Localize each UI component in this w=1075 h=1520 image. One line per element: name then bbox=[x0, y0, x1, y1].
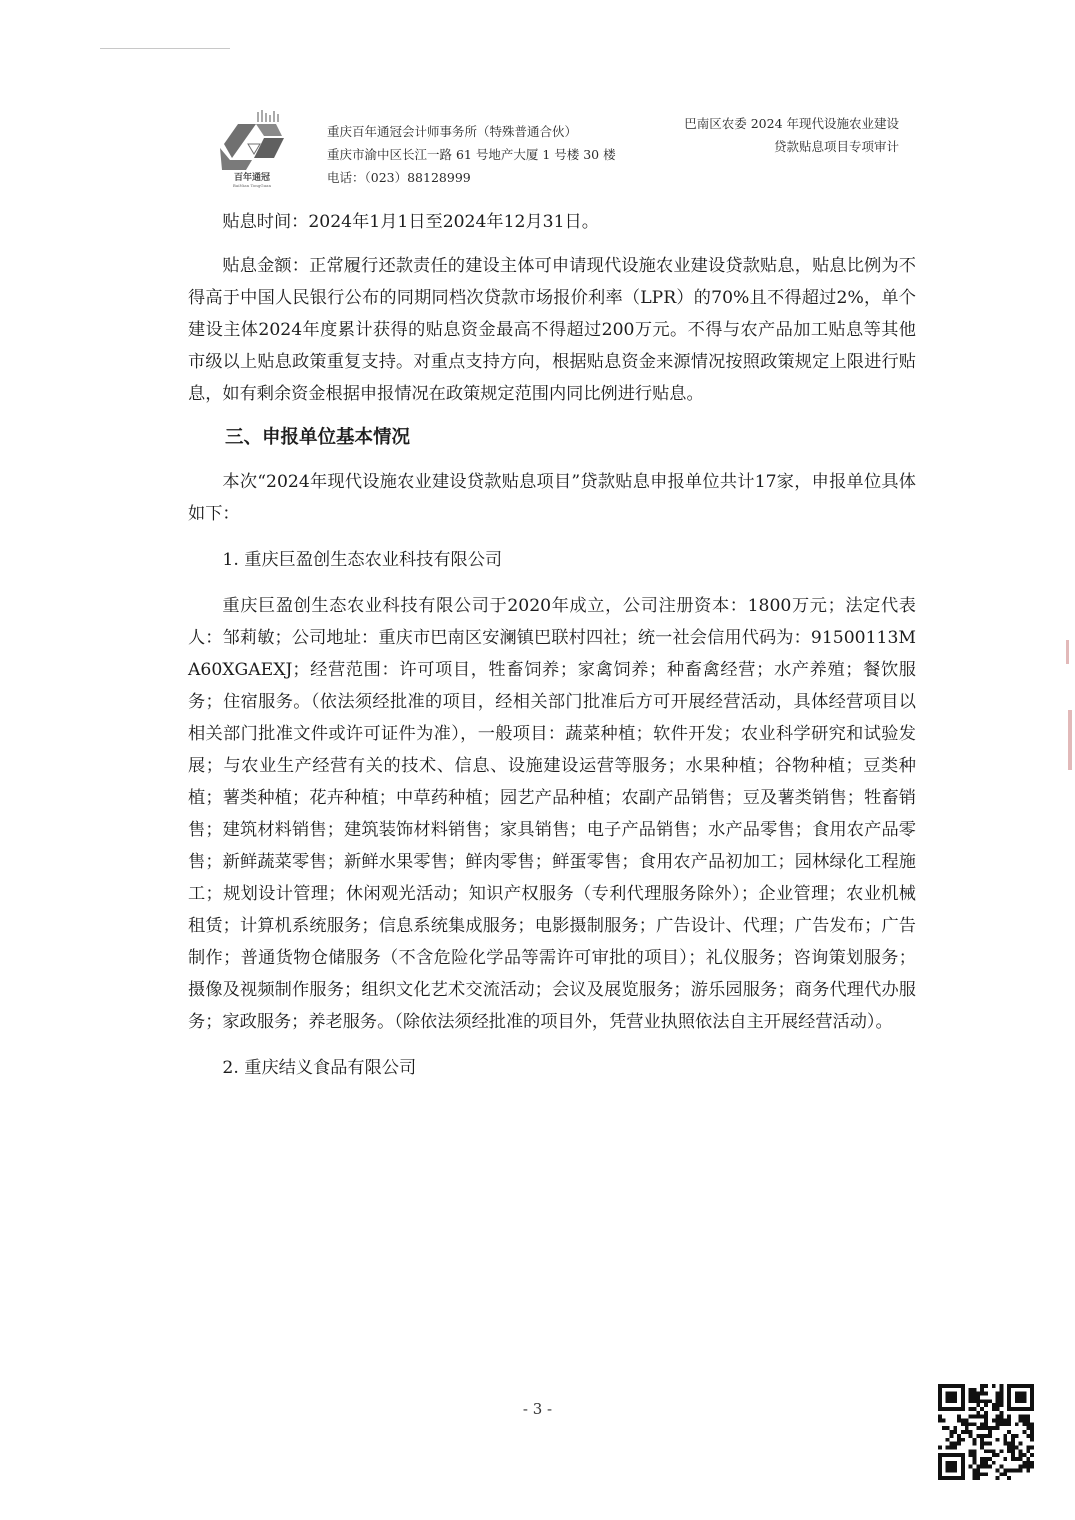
document-body bbox=[188, 206, 916, 1084]
paragraph-subsidy-period: 贴息时间：2024年1月1日至2024年12月31日。 bbox=[222, 212, 599, 232]
scan-mark bbox=[1068, 710, 1072, 770]
firm-name: 重庆百年通冠会计师事务所（特殊普通合伙） bbox=[327, 124, 578, 139]
firm-logo-icon bbox=[212, 108, 292, 188]
firm-address: 重庆市渝中区长江一路 61 号地产大厦 1 号楼 30 楼 bbox=[327, 147, 616, 162]
firm-info bbox=[327, 120, 616, 189]
scan-artifact-line bbox=[100, 48, 230, 49]
project-title-line-2: 贷款贴息项目专项审计 bbox=[773, 139, 899, 154]
item-1-description: 重庆巨盈创生态农业科技有限公司于2020年成立，公司注册资本：1800万元；法定代表人：邹莉敏；公司地址：重庆市巴南区安澜镇巴联村四社；统一社会信用代码为：91500113MA60XGAEXJ；经营范围：许可项目，牲畜饲养；家禽饲养；种畜禽经营；水产养殖；餐饮服务；住宿服务。（依法须经批准的项目，经相关部门批准后方可开展经营活动，具体经营项目以相关部门批准文件或许可证件为准），一般项目：蔬菜种植；软件开发；农业科学研究和试验发展；与农业生产经营有关的技术、信息、设施建设运营等服务；水果种植；谷物种植；豆类种植；薯类种植；花卉种植；中草药种植；园艺产品种植；农副产品销售；豆及薯类销售；牲畜销售；建筑材料销售；建筑装饰材料销售；家具销售；电子产品销售；水产品零售；食用农产品零售；新鲜蔬菜零售；新鲜水果零售；鲜肉零售；鲜蛋零售；食用农产品初加工；园林绿化工程施工；规划设计管理；休闲观光活动；知识产权服务（专利代理服务除外）；企业管理；农业机械租赁；计算机系统服务；信息系统集成服务；电影摄制服务；广告设计、代理；广告发布；广告制作；普通货物仓储服务（不含危险化学品等需许可审批的项目）；礼仪服务；咨询策划服务；摄像及视频制作服务；组织文化艺术交流活动；会议及展览服务；游乐园服务；商务代理代办服务；家政服务；养老服务。（除依法须经批准的项目外，凭营业执照依法自主开展经营活动）。 bbox=[188, 596, 916, 1032]
svg-text:BaiNian TongGuan: BaiNian TongGuan bbox=[232, 183, 272, 188]
project-title-line-1: 巴南区农委 2024 年现代设施农业建设 bbox=[684, 116, 899, 131]
item-2-title: 2. 重庆结义食品有限公司 bbox=[222, 1058, 417, 1078]
item-1-title: 1. 重庆巨盈创生态农业科技有限公司 bbox=[222, 550, 503, 570]
project-title bbox=[684, 112, 899, 158]
paragraph-intro: 本次“2024年现代设施农业建设贷款贴息项目”贷款贴息申报单位共计17家，申报单位具体如下： bbox=[188, 472, 916, 524]
firm-phone: 电话：（023）88128999 bbox=[327, 170, 471, 185]
page-number: - 3 - bbox=[522, 1400, 553, 1418]
qr-code-icon bbox=[938, 1384, 1034, 1480]
svg-text:百年通冠: 百年通冠 bbox=[233, 173, 271, 183]
section-heading: 三、申报单位基本情况 bbox=[225, 427, 411, 448]
paragraph-subsidy-amount: 贴息金额：正常履行还款责任的建设主体可申请现代设施农业建设贷款贴息，贴息比例为不得高于中国人民银行公布的同期同档次贷款市场报价利率（LPR）的70%且不得超过2%，单个建设主体2024年度累计获得的贴息资金最高不得超过200万元。不得与农产品加工贴息等其他市级以上贴息政策重复支持。对重点支持方向，根据贴息资金来源情况按照政策规定上限进行贴息，如有剩余资金根据申报情况在政策规定范围内同比例进行贴息。 bbox=[188, 256, 916, 404]
scan-mark bbox=[1066, 640, 1069, 664]
